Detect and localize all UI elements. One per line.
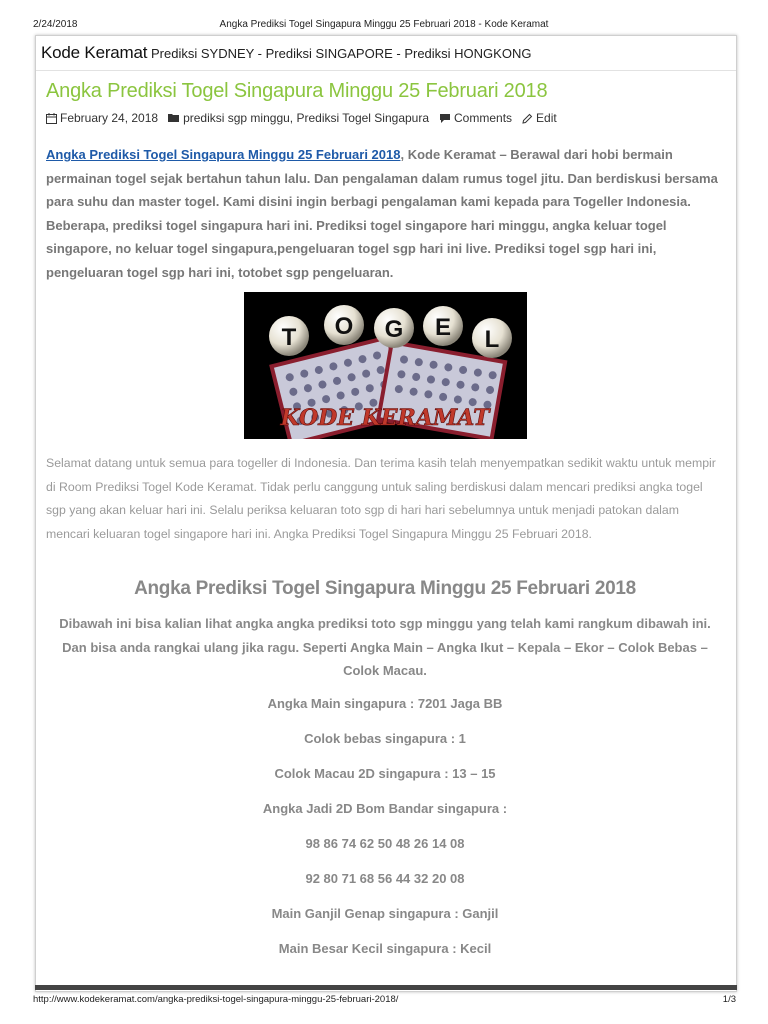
post-meta	[46, 111, 724, 125]
ball-letter-1: T	[281, 324, 297, 351]
lead-paragraph: Dibawah ini bisa kalian lihat angka angka prediksi toto sgp minggu yang telah kami rangkum dibawah ini. Dan bisa anda rangkai ulang jika ragu. Seperti Angka Main – Angka Ikut – Kepala – Ekor – Colok Bebas – Colok Macau.	[59, 616, 711, 678]
image-watermark: KODE KERAMAT	[280, 405, 490, 431]
print-header	[0, 0, 768, 30]
prediction-colok-macau: Colok Macau 2D singapura : 13 – 15	[274, 766, 496, 781]
category-link-2[interactable]: Prediksi Togel Singapura	[296, 111, 430, 125]
ball-letter-2: O	[334, 313, 354, 340]
intro-paragraph	[46, 143, 724, 284]
comments-link[interactable]: Comments	[454, 111, 513, 125]
category-separator: ,	[289, 111, 294, 125]
pencil-icon	[522, 113, 533, 124]
print-page-number: 1/3	[722, 994, 736, 1005]
meta-edit	[522, 111, 557, 125]
prediction-ganjil-genap: Main Ganjil Genap singapura : Ganjil	[271, 906, 499, 921]
meta-comments	[439, 111, 512, 125]
print-page-title: Angka Prediksi Togel Singapura Minggu 25 Februari 2018 - Kode Keramat	[219, 19, 549, 30]
prediction-angka-main: Angka Main singapura : 7201 Jaga BB	[267, 696, 503, 711]
post-title[interactable]: Angka Prediksi Togel Singapura Minggu 25 Februari 2018	[46, 80, 548, 102]
comment-icon	[439, 113, 451, 124]
meta-date-text[interactable]: February 24, 2018	[60, 111, 159, 125]
edit-link[interactable]: Edit	[536, 111, 557, 125]
print-url: http://www.kodekeramat.com/angka-prediksi-togel-singapura-minggu-25-februari-2018/	[33, 994, 399, 1005]
meta-categories	[168, 111, 429, 125]
meta-date	[46, 111, 158, 125]
prediction-2d-row-2: 92 80 71 68 56 44 32 20 08	[305, 871, 465, 886]
welcome-paragraph: Selamat datang untuk semua para togeller di Indonesia. Dan terima kasih telah menyempatkan sedikit waktu untuk mempir di Room Prediksi Togel Kode Keramat. Tidak perlu canggung untuk saling berdiskusi dalam mencari prediksi angka togel sgp yang akan keluar hari ini. Selalu periksa keluaran toto sgp di hari hari sebelumnya untuk menjadi patokan dalam mencari keluaran togel singapore hari ini. Angka Prediksi Togel Singapura Minggu 25 Februari 2018.	[46, 456, 716, 541]
togel-illustration	[244, 292, 527, 439]
ball-letter-5: L	[484, 326, 500, 353]
print-date: 2/24/2018	[33, 19, 78, 30]
prediction-besar-kecil: Main Besar Kecil singapura : Kecil	[278, 941, 492, 956]
folder-icon	[168, 113, 180, 123]
intro-link[interactable]: Angka Prediksi Togel Singapura Minggu 25 Februari 2018	[46, 147, 401, 162]
intro-text: , Kode Keramat – Berawal dari hobi bermain permainan togel sejak bertahun tahun lalu. Dan pengalaman dalam rumus togel jitu. Dan berdiskusi bersama para suhu dan master togel. Kami disini ingin berbagi pengalaman kami kepada para Togeller Indonesia. Beberapa, prediksi togel singapura hari ini. Prediksi togel singapore hari minggu, angka keluar togel singapore, no keluar togel singapura,pengeluaran togel sgp hari ini live. Prediksi togel sgp hari ini, pengeluaran togel sgp hari ini, totobet sgp pengeluaran.	[46, 147, 718, 280]
calendar-icon	[46, 113, 57, 124]
site-title[interactable]: Kode Keramat	[41, 43, 148, 62]
page-frame	[35, 35, 737, 992]
site-header	[36, 36, 736, 71]
ball-letter-3: G	[384, 316, 404, 343]
prediction-colok-bebas: Colok bebas singapura : 1	[304, 731, 466, 746]
togel-image	[244, 292, 527, 439]
prediction-2d-label: Angka Jadi 2D Bom Bandar singapura :	[262, 801, 508, 816]
prediction-2d-row-1: 98 86 74 62 50 48 26 14 08	[305, 836, 465, 851]
site-nav[interactable]: Prediksi SYDNEY - Prediksi SINGAPORE - Prediksi HONGKONG	[151, 46, 532, 61]
ball-letter-4: E	[434, 314, 452, 341]
frame-bottom-bar	[35, 985, 737, 990]
category-link-1[interactable]: prediksi sgp minggu	[183, 111, 290, 125]
section-heading: Angka Prediksi Togel Singapura Minggu 25 Februari 2018	[134, 578, 636, 599]
post-content	[46, 80, 724, 956]
